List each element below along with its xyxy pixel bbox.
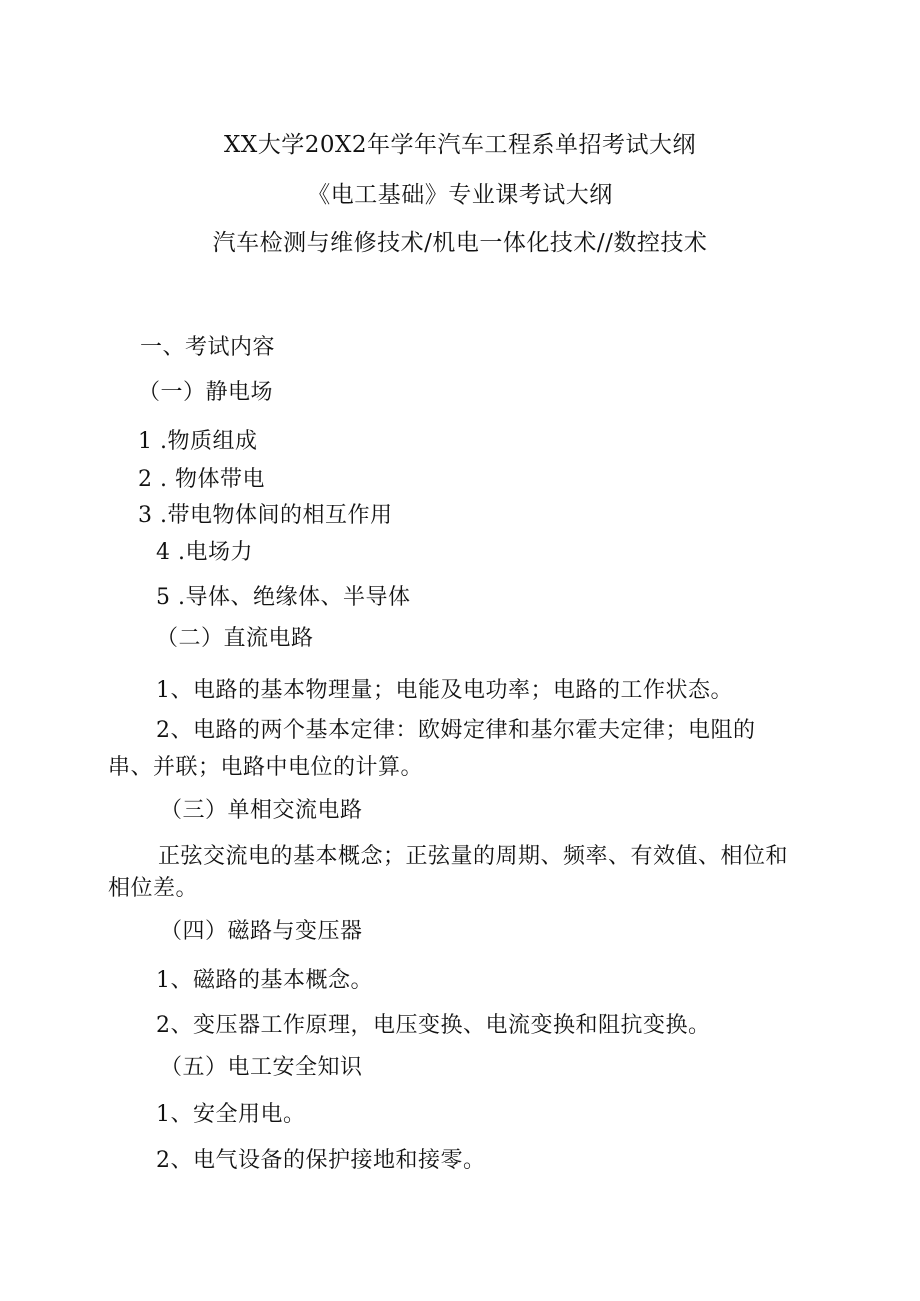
part1-heading: （一）静电场 bbox=[138, 380, 274, 405]
part4-item-1: 1、磁路的基本概念。 bbox=[156, 968, 373, 993]
part2-item-2-line-1: 2、电路的两个基本定律：欧姆定律和基尔霍夫定律；电阻的 bbox=[156, 718, 756, 743]
part1-item-2: 2 . 物体带电 bbox=[138, 467, 265, 492]
part1-item-5: 5 .导体、绝缘体、半导体 bbox=[156, 585, 411, 610]
part3-heading: （三）单相交流电路 bbox=[160, 798, 363, 823]
part1-item-4: 4 .电场力 bbox=[156, 540, 253, 565]
part5-heading: （五）电工安全知识 bbox=[160, 1055, 363, 1080]
part2-item-1: 1、电路的基本物理量；电能及电功率；电路的工作状态。 bbox=[156, 678, 733, 703]
doc-title-line-3: 汽车检测与维修技术/机电一体化技术//数控技术 bbox=[212, 230, 708, 256]
section-heading: 一、考试内容 bbox=[140, 335, 276, 360]
part3-para-line-2: 相位差。 bbox=[108, 876, 199, 901]
part1-item-1: 1 .物质组成 bbox=[138, 429, 258, 454]
part2-heading: （二）直流电路 bbox=[156, 626, 314, 651]
doc-title-line-2: 《电工基础》专业课考试大纲 bbox=[307, 182, 613, 208]
part3-para-line-1: 正弦交流电的基本概念；正弦量的周期、频率、有效值、相位和 bbox=[158, 844, 789, 869]
part5-item-1: 1、安全用电。 bbox=[156, 1102, 306, 1127]
part4-item-2: 2、变压器工作原理，电压变换、电流变换和阻抗变换。 bbox=[156, 1013, 711, 1038]
doc-title-line-1: XX大学20X2年学年汽车工程系单招考试大纲 bbox=[223, 132, 697, 158]
part2-item-2-line-2: 串、并联；电路中电位的计算。 bbox=[108, 755, 424, 780]
part1-item-3: 3 .带电物体间的相互作用 bbox=[138, 503, 393, 528]
part5-item-2: 2、电气设备的保护接地和接零。 bbox=[156, 1148, 486, 1173]
part4-heading: （四）磁路与变压器 bbox=[160, 919, 363, 944]
